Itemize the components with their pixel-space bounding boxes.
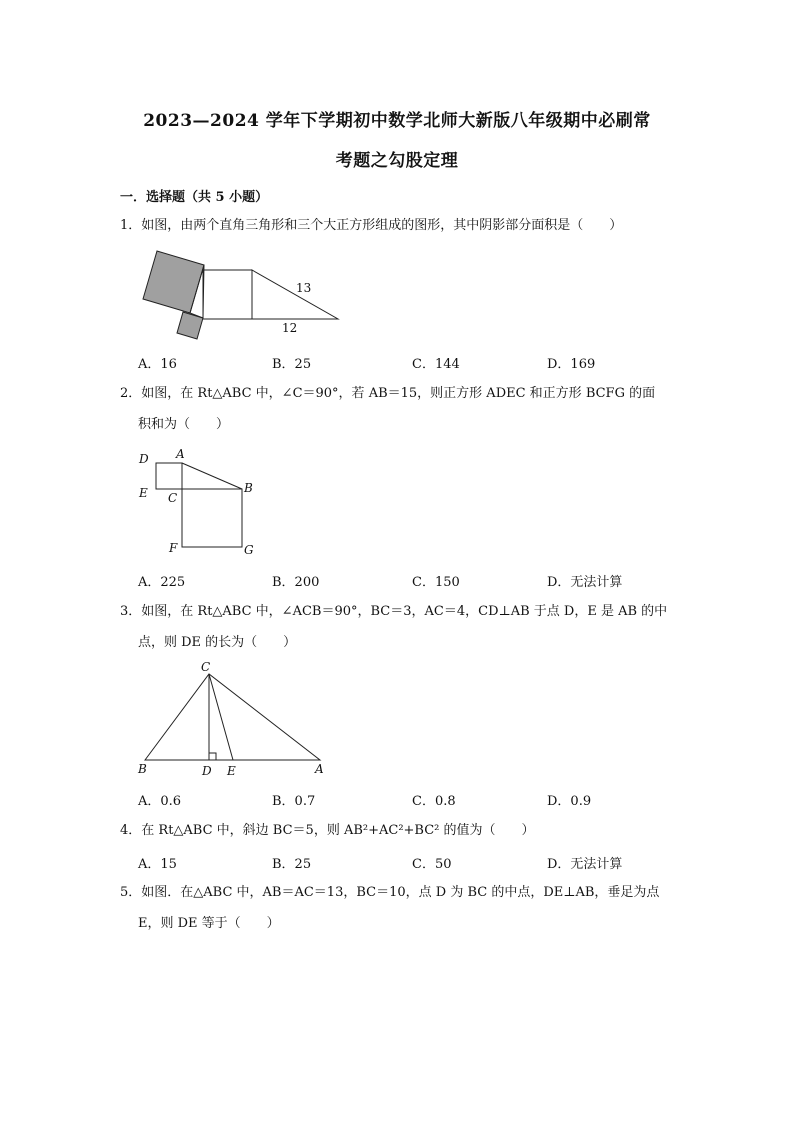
document-title-line-1: 2023—2024 学年下学期初中数学北师大新版八年级期中必刷常 [143, 111, 651, 131]
question-3 [120, 596, 680, 658]
question-1-stem: 1．如图，由两个直角三角形和三个大正方形组成的图形，其中阴影部分面积是（ ） [120, 218, 623, 233]
q2-square-bcfg [182, 489, 242, 547]
q1-middle-square [203, 270, 252, 319]
q4-option-b[interactable]: B．25 [272, 857, 312, 872]
section-heading: 一．选择题（共 5 小题） [120, 190, 269, 205]
q3-right-angle-mark [209, 753, 216, 760]
question-2 [120, 378, 680, 440]
q2-option-d[interactable]: D．无法计算 [547, 575, 623, 590]
q3-option-c[interactable]: C．0.8 [412, 794, 456, 809]
q3-label-a: A [315, 762, 324, 776]
question-3-stem-line-1: 3．如图，在 Rt△ABC 中，∠ACB＝90°，BC＝3，AC＝4，CD⊥AB 于点 D，E 是 AB 的中 [120, 604, 668, 619]
q1-option-b[interactable]: B．25 [272, 357, 312, 372]
question-4 [120, 815, 680, 846]
q3-label-b: B [138, 762, 147, 776]
q2-label-e: E [139, 486, 148, 500]
q2-label-g: G [244, 543, 254, 557]
question-5-stem-line-1: 5．如图．在△ABC 中，AB＝AC＝13，BC＝10，点 D 为 BC 的中点，DE⊥AB，垂足为点 [120, 885, 660, 900]
q2-option-c[interactable]: C．150 [412, 575, 460, 590]
q3-triangle-abc [145, 674, 320, 760]
q1-option-a[interactable]: A．16 [138, 357, 177, 372]
q3-option-b[interactable]: B．0.7 [272, 794, 316, 809]
q1-shaded-big-square [143, 251, 204, 313]
q1-right-triangle-large [252, 270, 338, 319]
q1-label-12: 12 [282, 321, 298, 335]
q2-label-c: C [168, 491, 178, 505]
q3-label-e: E [227, 764, 236, 778]
q2-hypotenuse-ab [182, 463, 242, 489]
q1-option-d[interactable]: D．169 [547, 357, 596, 372]
q2-label-d: D [139, 452, 149, 466]
question-2-stem-line-1: 2．如图，在 Rt△ABC 中，∠C＝90°，若 AB＝15，则正方形 ADEC 和正方形 BCFG 的面 [120, 386, 656, 401]
q2-label-a: A [176, 447, 185, 461]
q2-label-f: F [169, 541, 178, 555]
q2-option-a[interactable]: A．225 [138, 575, 186, 590]
question-3-stem-line-2: 点，则 DE 的长为（ ） [138, 635, 297, 650]
question-1-figure [140, 248, 345, 338]
question-3-figure [136, 660, 336, 780]
question-4-stem: 4．在 Rt△ABC 中，斜边 BC＝5，则 AB²+AC²+BC² 的值为（ ） [120, 823, 535, 838]
q2-option-b[interactable]: B．200 [272, 575, 320, 590]
q4-option-c[interactable]: C．50 [412, 857, 452, 872]
question-5 [120, 877, 680, 939]
q4-option-a[interactable]: A．15 [138, 857, 177, 872]
document-title-line-2: 考题之勾股定理 [335, 151, 459, 171]
q2-square-adec [156, 463, 182, 489]
q1-option-c[interactable]: C．144 [412, 357, 460, 372]
question-2-figure [136, 446, 261, 561]
question-5-stem-line-2: E，则 DE 等于（ ） [138, 916, 280, 931]
q3-label-d: D [202, 764, 212, 778]
q2-label-b: B [244, 481, 253, 495]
question-2-stem-line-2: 积和为（ ） [138, 417, 230, 432]
question-1 [120, 210, 680, 241]
q3-median-ce [209, 674, 233, 760]
q1-label-13: 13 [296, 281, 312, 295]
q3-label-c: C [201, 660, 211, 674]
q3-option-a[interactable]: A．0.6 [138, 794, 182, 809]
q4-option-d[interactable]: D．无法计算 [547, 857, 623, 872]
q3-option-d[interactable]: D．0.9 [547, 794, 592, 809]
